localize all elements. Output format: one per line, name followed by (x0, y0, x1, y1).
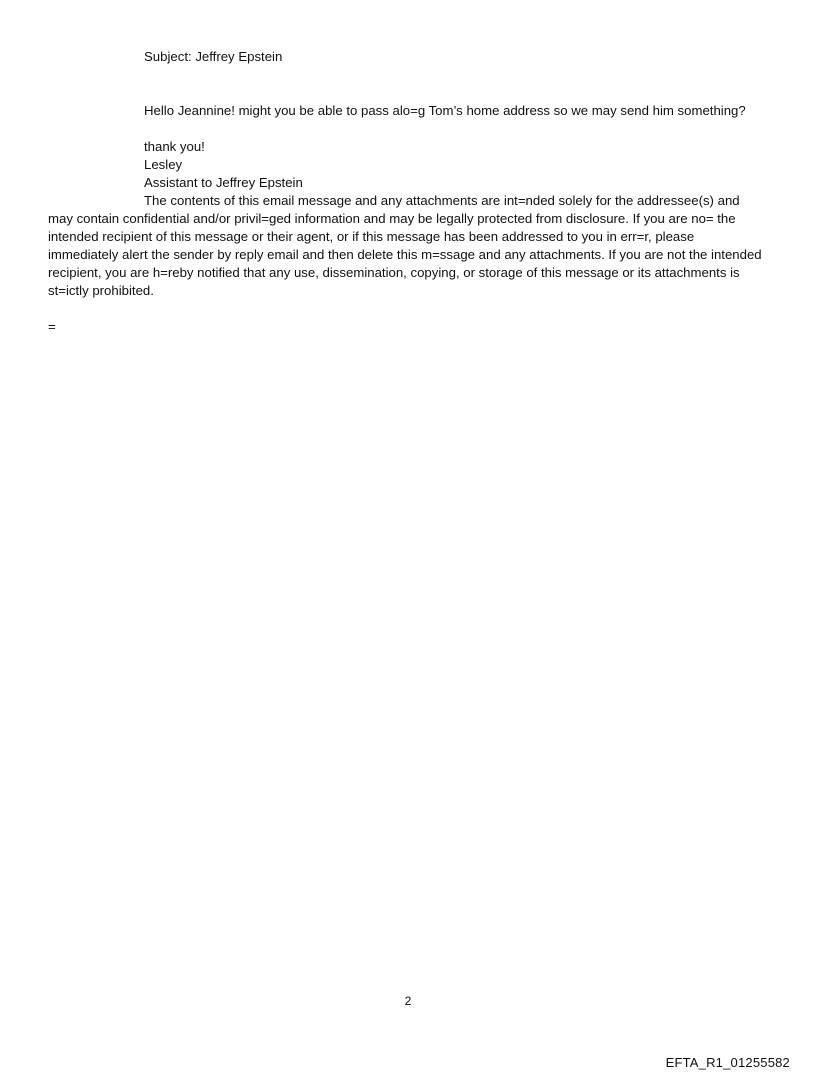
bates-number: EFTA_R1_01255582 (665, 1055, 790, 1070)
page-number: 2 (404, 994, 412, 1008)
email-disclaimer: The contents of this email message and any attachments are int=nded solely for the addressee(s) and may contain confidential and/or privil=ged information and may be legally protected from disclosure. If you are no= the intended recipient of this message or their agent, or if this message has been addressed to you in err=r, please immediately alert the sender by reply email and then delete this m=ssage and any attachments. If you are not the intended recipient, you are h=reby notified that any use, dissemination, copying, or storage of this message or its attachments is st=ictly prohibited. (48, 193, 762, 298)
email-sender-role: Assistant to Jeffrey Epstein (144, 175, 303, 190)
trailing-equals: = (48, 319, 56, 334)
email-subject: Subject: Jeffrey Epstein (144, 49, 283, 64)
email-greeting: Hello Jeannine! might you be able to pass alo=g Tom’s home address so we may send him something? (144, 103, 746, 118)
email-sender-name: Lesley (144, 157, 183, 172)
email-thanks: thank you! (144, 139, 205, 154)
